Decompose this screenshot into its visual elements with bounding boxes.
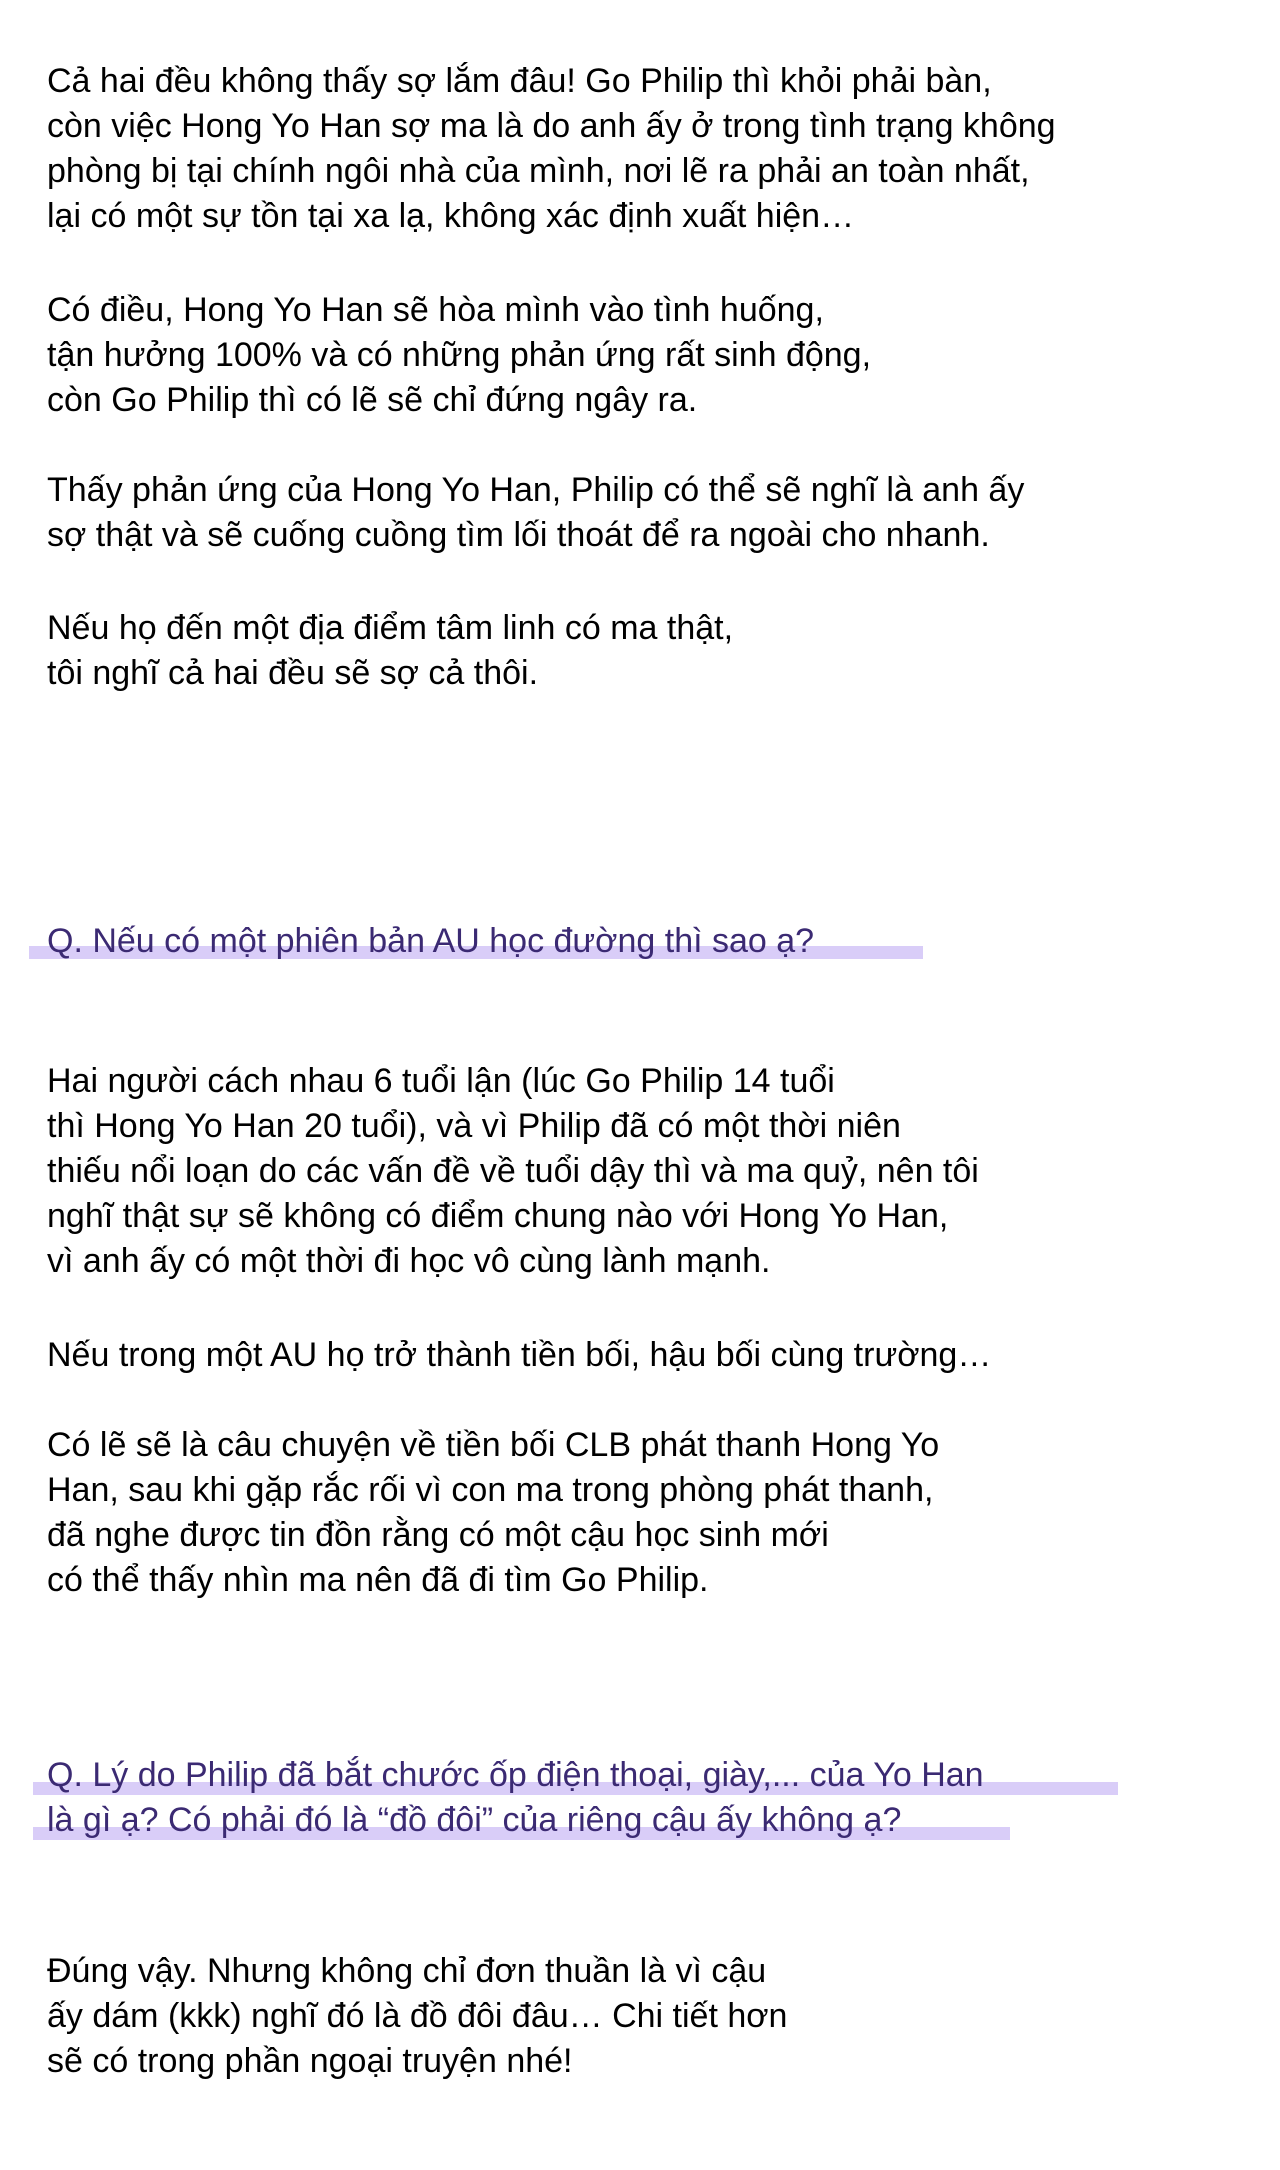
text-line: nghĩ thật sự sẽ không có điểm chung nào với Hong Yo Han, xyxy=(47,1197,949,1235)
question-2 xyxy=(47,1753,984,1843)
intro-paragraph-1 xyxy=(47,59,1056,239)
question-line: Q. Nếu có một phiên bản AU học đường thì sao ạ? xyxy=(47,922,815,960)
text-line: tôi nghĩ cả hai đều sẽ sợ cả thôi. xyxy=(47,654,539,692)
text-line: sẽ có trong phần ngoại truyện nhé! xyxy=(47,2042,573,2080)
text-line: Nếu trong một AU họ trở thành tiền bối, hậu bối cùng trường… xyxy=(47,1336,992,1374)
text-line: Nếu họ đến một địa điểm tâm linh có ma thật, xyxy=(47,609,734,647)
text-line: phòng bị tại chính ngôi nhà của mình, nơi lẽ ra phải an toàn nhất, xyxy=(47,152,1030,190)
text-line: ấy dám (kkk) nghĩ đó là đồ đôi đâu… Chi tiết hơn xyxy=(47,1997,788,2035)
text-line: thì Hong Yo Han 20 tuổi), và vì Philip đã có một thời niên xyxy=(47,1107,901,1145)
text-line: Hai người cách nhau 6 tuổi lận (lúc Go Philip 14 tuổi xyxy=(47,1062,835,1100)
text-line: còn việc Hong Yo Han sợ ma là do anh ấy ở trong tình trạng không xyxy=(47,107,1056,145)
text-line: thiếu nổi loạn do các vấn đề về tuổi dậy thì và ma quỷ, nên tôi xyxy=(47,1152,979,1190)
intro-paragraph-3 xyxy=(47,468,1024,558)
answer-1-paragraph-1 xyxy=(47,1059,979,1284)
text-line: Han, sau khi gặp rắc rối vì con ma trong phòng phát thanh, xyxy=(47,1471,934,1509)
text-line: Cả hai đều không thấy sợ lắm đâu! Go Philip thì khỏi phải bàn, xyxy=(47,62,992,100)
text-line: có thể thấy nhìn ma nên đã đi tìm Go Philip. xyxy=(47,1561,709,1599)
answer-2-paragraph-1 xyxy=(47,1949,787,2084)
text-line: tận hưởng 100% và có những phản ứng rất sinh động, xyxy=(47,336,872,374)
answer-1-paragraph-2 xyxy=(47,1333,991,1378)
intro-paragraph-2 xyxy=(47,288,871,423)
text-line: Đúng vậy. Nhưng không chỉ đơn thuần là vì cậu xyxy=(47,1952,767,1990)
text-line: đã nghe được tin đồn rằng có một cậu học sinh mới xyxy=(47,1516,829,1554)
answer-1-paragraph-3 xyxy=(47,1423,939,1603)
text-line: lại có một sự tồn tại xa lạ, không xác định xuất hiện… xyxy=(47,197,855,235)
text-line: Thấy phản ứng của Hong Yo Han, Philip có thể sẽ nghĩ là anh ấy xyxy=(47,471,1025,509)
intro-paragraph-4 xyxy=(47,606,733,696)
text-line: Có điều, Hong Yo Han sẽ hòa mình vào tình huống, xyxy=(47,291,824,329)
text-line: còn Go Philip thì có lẽ sẽ chỉ đứng ngây ra. xyxy=(47,381,698,419)
question-1 xyxy=(47,919,814,964)
question-line: là gì ạ? Có phải đó là “đồ đôi” của riêng cậu ấy không ạ? xyxy=(47,1801,902,1839)
text-line: sợ thật và sẽ cuống cuồng tìm lối thoát để ra ngoài cho nhanh. xyxy=(47,516,990,554)
text-line: vì anh ấy có một thời đi học vô cùng lành mạnh. xyxy=(47,1242,771,1280)
question-line: Q. Lý do Philip đã bắt chước ốp điện thoại, giày,... của Yo Han xyxy=(47,1756,984,1794)
text-line: Có lẽ sẽ là câu chuyện về tiền bối CLB phát thanh Hong Yo xyxy=(47,1426,940,1464)
